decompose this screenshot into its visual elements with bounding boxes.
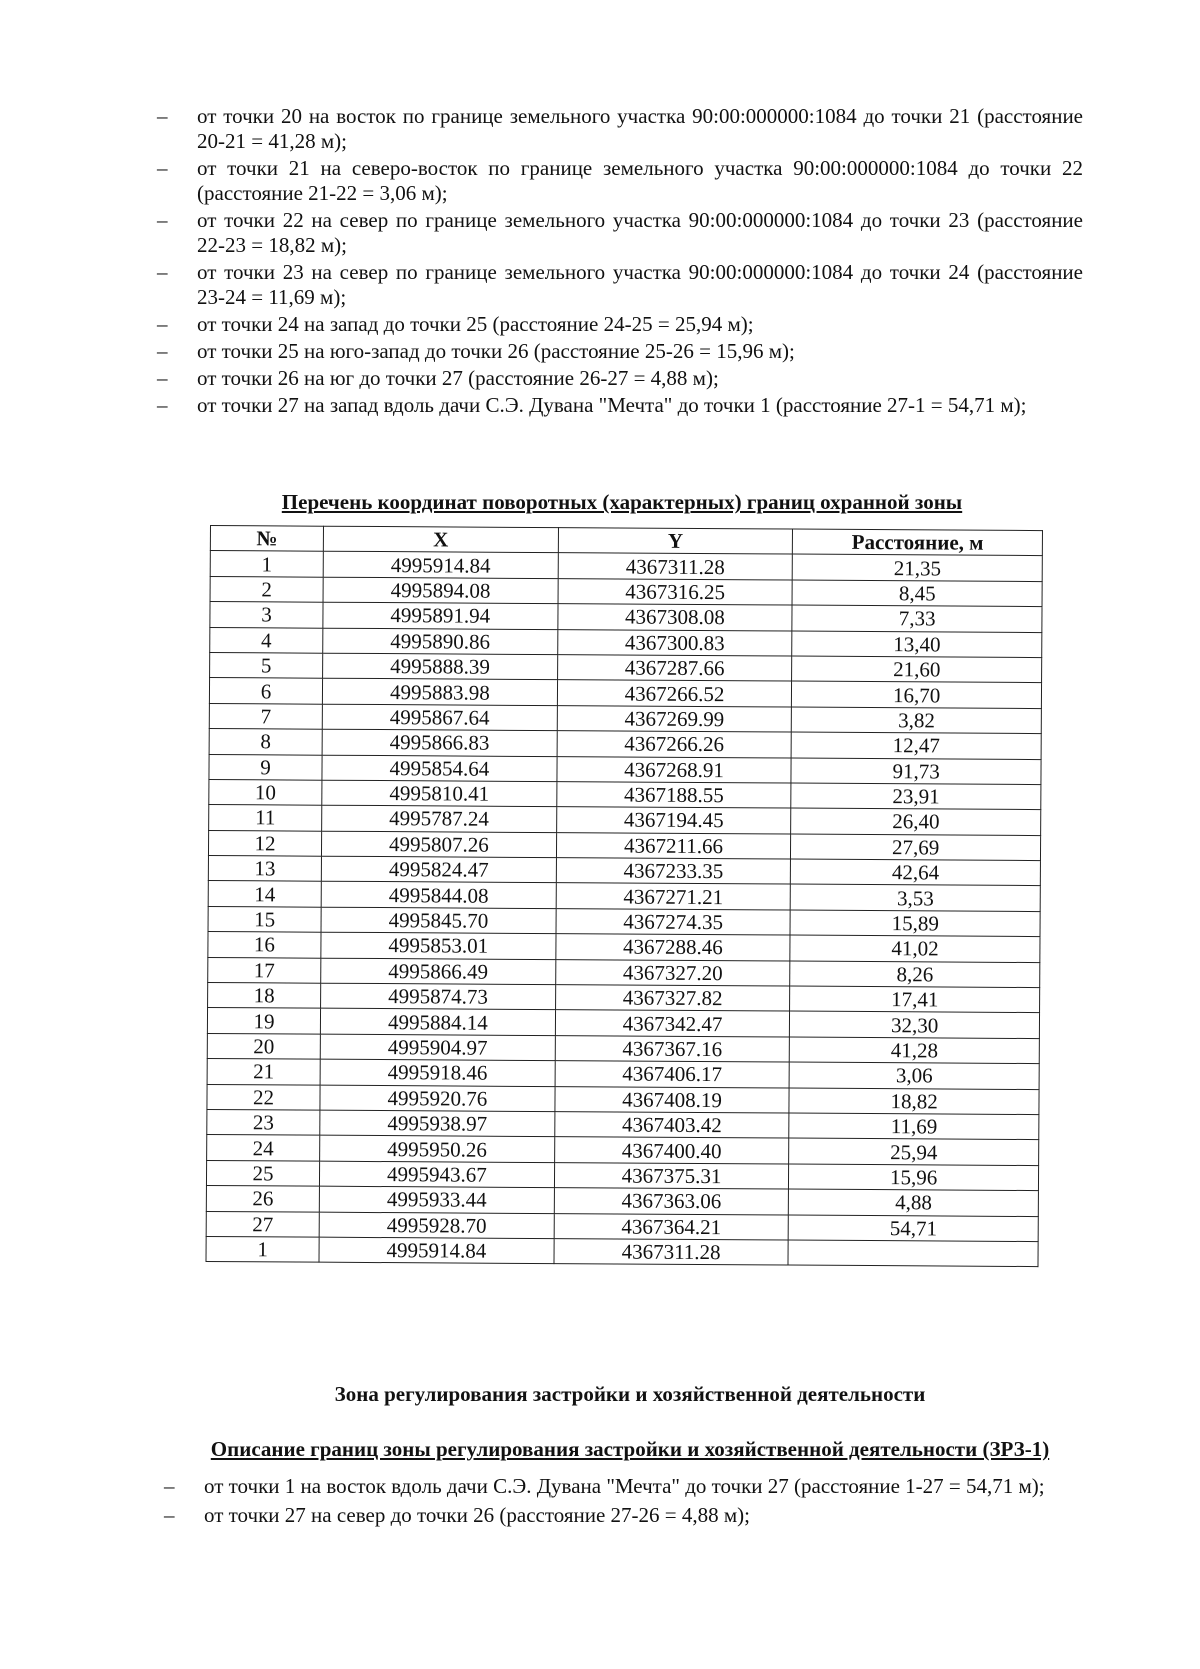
cell-number: 16 [208,932,321,958]
cell-distance: 21,60 [792,656,1042,683]
coordinates-table-body [206,551,1042,1267]
cell-x: 4995904.97 [320,1034,555,1061]
cell-distance: 8,45 [792,580,1042,607]
cell-x: 4995853.01 [321,932,556,959]
cell-x: 4995950.26 [320,1136,555,1163]
list-dash: – [157,260,168,284]
cell-x: 4995867.64 [322,704,557,731]
cell-distance [788,1240,1038,1267]
list-item [157,104,1083,154]
cell-number: 19 [207,1008,320,1034]
cell-number: 21 [207,1059,320,1085]
cell-x: 4995854.64 [322,755,557,782]
cell-number: 12 [208,830,321,856]
column-header-y: Y [558,528,793,555]
cell-number: 27 [206,1211,319,1237]
cell-y: 4367311.28 [558,553,793,580]
cell-number: 25 [206,1160,319,1186]
cell-distance: 41,02 [790,935,1040,962]
cell-distance: 15,89 [790,910,1040,937]
list-item-text: от точки 23 на север по границе земельного участка 90:00:000000:1084 до точки 24 (расстояние 23-24 = 11,69 м); [197,260,1083,309]
cell-distance: 4,88 [789,1189,1039,1216]
cell-distance: 15,96 [789,1164,1039,1191]
cell-number: 20 [207,1033,320,1059]
cell-distance: 54,71 [789,1215,1039,1242]
cell-distance: 3,53 [791,885,1041,912]
cell-number: 26 [206,1186,319,1212]
cell-y: 4367266.52 [557,680,792,707]
list-item-text: от точки 21 на северо-восток по границе земельного участка 90:00:000000:1084 до точки 22 (расстояние 21-22 = 3,06 м); [197,156,1083,205]
cell-y: 4367188.55 [557,782,792,809]
cell-x: 4995866.49 [321,958,556,985]
cell-number: 15 [208,906,321,932]
list-item [157,156,1083,206]
table-row [206,1236,1038,1266]
cell-x: 4995914.84 [323,552,558,579]
zone-section-heading: Зона регулирования застройки и хозяйственной деятельности [334,1382,926,1406]
cell-x: 4995884.14 [320,1009,555,1036]
list-dash: – [164,1474,175,1498]
cell-x: 4995890.86 [323,628,558,655]
cell-number: 24 [207,1135,320,1161]
cell-distance: 3,06 [789,1062,1039,1089]
list-item [157,339,1083,364]
cell-y: 4367400.40 [554,1137,789,1164]
cell-distance: 11,69 [789,1113,1039,1140]
cell-x: 4995928.70 [319,1212,554,1239]
cell-x: 4995845.70 [321,907,556,934]
cell-distance: 16,70 [792,681,1042,708]
cell-x: 4995943.67 [320,1161,555,1188]
cell-distance: 41,28 [790,1037,1040,1064]
cell-distance: 13,40 [792,631,1042,658]
cell-number: 7 [209,703,322,729]
cell-distance: 12,47 [791,732,1041,759]
cell-distance: 27,69 [791,834,1041,861]
cell-number: 11 [209,805,322,831]
list-item [157,260,1083,310]
column-header-x: X [323,526,558,553]
cell-x: 4995914.84 [319,1237,554,1264]
cell-number: 13 [208,856,321,882]
cell-number: 5 [210,652,323,678]
cell-distance: 32,30 [790,1011,1040,1038]
cell-number: 14 [208,881,321,907]
list-item [157,208,1083,258]
list-item-text: от точки 24 на запад до точки 25 (расстояние 24-25 = 25,94 м); [197,312,754,336]
cell-y: 4367316.25 [558,578,793,605]
list-item [157,366,1083,391]
cell-x: 4995866.83 [322,729,557,756]
cell-x: 4995844.08 [321,882,556,909]
cell-y: 4367211.66 [556,832,791,859]
list-item-text: от точки 22 на север по границе земельного участка 90:00:000000:1084 до точки 23 (расстояние 22-23 = 18,82 м); [197,208,1083,257]
cell-number: 10 [209,779,322,805]
list-dash: – [157,208,168,232]
cell-x: 4995918.46 [320,1059,555,1086]
cell-y: 4367367.16 [555,1035,790,1062]
cell-y: 4367288.46 [556,934,791,961]
list-item-text: от точки 27 на север до точки 26 (расстояние 27-26 = 4,88 м); [204,1503,750,1527]
list-dash: – [157,156,168,180]
cell-x: 4995891.94 [323,602,558,629]
cell-y: 4367342.47 [555,1010,790,1037]
cell-number: 18 [208,983,321,1009]
cell-distance: 23,91 [791,783,1041,810]
cell-x: 4995810.41 [322,780,557,807]
cell-y: 4367308.08 [558,604,793,631]
cell-y: 4367274.35 [556,908,791,935]
cell-x: 4995824.47 [321,856,556,883]
list-dash: – [157,104,168,128]
cell-y: 4367311.28 [554,1239,789,1266]
list-dash: – [164,1503,175,1527]
cell-y: 4367363.06 [554,1188,789,1215]
cell-y: 4367233.35 [556,858,791,885]
cell-x: 4995894.08 [323,577,558,604]
cell-y: 4367194.45 [556,807,791,834]
cell-x: 4995920.76 [320,1085,555,1112]
cell-y: 4367266.26 [557,731,792,758]
cell-x: 4995938.97 [320,1110,555,1137]
list-item [157,312,1083,337]
list-item [164,1474,1090,1499]
cell-x: 4995874.73 [321,983,556,1010]
cell-y: 4367327.82 [555,985,790,1012]
cell-y: 4367269.99 [557,705,792,732]
cell-number: 6 [209,678,322,704]
zone-section-subheading: Описание границ зоны регулирования застройки и хозяйственной деятельности (ЗРЗ-1) [210,1437,1050,1461]
boundary-description-list [157,104,1083,420]
cell-number: 3 [210,602,323,628]
cell-x: 4995787.24 [322,805,557,832]
list-item [157,393,1083,418]
cell-y: 4367271.21 [556,883,791,910]
cell-y: 4367403.42 [554,1112,789,1139]
cell-y: 4367408.19 [555,1086,790,1113]
cell-number: 2 [210,576,323,602]
cell-number: 23 [207,1109,320,1135]
cell-distance: 17,41 [790,986,1040,1013]
cell-number: 1 [206,1236,319,1262]
cell-distance: 3,82 [792,707,1042,734]
cell-distance: 21,35 [793,554,1043,581]
cell-y: 4367287.66 [557,655,792,682]
cell-distance: 42,64 [791,859,1041,886]
cell-x: 4995933.44 [319,1186,554,1213]
coordinates-table-title: Перечень координат поворотных (характерных) границ охранной зоны [281,490,963,514]
cell-number: 22 [207,1084,320,1110]
cell-x: 4995883.98 [322,679,557,706]
list-dash: – [157,339,168,363]
list-item-text: от точки 25 на юго-запад до точки 26 (расстояние 25-26 = 15,96 м); [197,339,795,363]
cell-y: 4367406.17 [555,1061,790,1088]
list-item-text: от точки 1 на восток вдоль дачи С.Э. Дувана "Мечта" до точки 27 (расстояние 1-27 = 54,71 м); [204,1474,1045,1498]
cell-distance: 91,73 [791,758,1041,785]
column-header-distance: Расстояние, м [793,529,1043,556]
list-dash: – [157,366,168,390]
cell-y: 4367268.91 [557,756,792,783]
column-header-number: № [210,526,323,552]
cell-distance: 26,40 [791,808,1041,835]
cell-number: 9 [209,754,322,780]
cell-distance: 18,82 [789,1088,1039,1115]
list-item-text: от точки 26 на юг до точки 27 (расстояние 26-27 = 4,88 м); [197,366,719,390]
cell-number: 17 [208,957,321,983]
cell-distance: 25,94 [789,1138,1039,1165]
cell-distance: 8,26 [790,961,1040,988]
list-item [164,1503,1090,1528]
zone-boundary-list [164,1474,1090,1532]
cell-y: 4367327.20 [555,959,790,986]
cell-x: 4995888.39 [323,653,558,680]
cell-y: 4367300.83 [557,629,792,656]
list-item-text: от точки 27 на запад вдоль дачи С.Э. Дувана "Мечта" до точки 1 (расстояние 27-1 = 54,71 м); [197,393,1027,417]
cell-number: 1 [210,551,323,577]
cell-number: 4 [210,627,323,653]
coordinates-table [205,525,1042,1267]
cell-y: 4367364.21 [554,1213,789,1240]
list-item-text: от точки 20 на восток по границе земельного участка 90:00:000000:1084 до точки 21 (расстояние 20-21 = 41,28 м); [197,104,1083,153]
cell-number: 8 [209,729,322,755]
cell-distance: 7,33 [792,605,1042,632]
list-dash: – [157,312,168,336]
list-dash: – [157,393,168,417]
cell-x: 4995807.26 [322,831,557,858]
cell-y: 4367375.31 [554,1162,789,1189]
